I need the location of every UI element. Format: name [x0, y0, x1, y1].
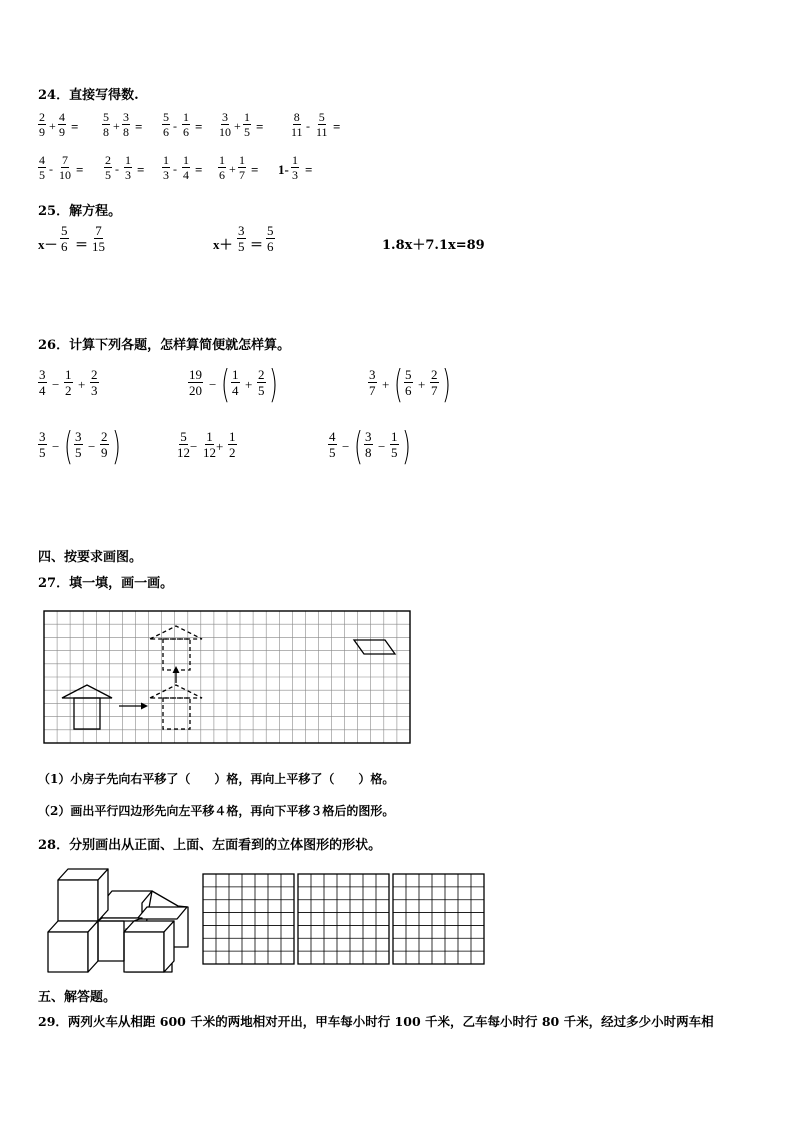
- fraction: $\frac{3}{5}$: [75, 429, 82, 460]
- answer-grid: [298, 874, 389, 964]
- operator-sign: 1-: [278, 162, 289, 177]
- fraction: $\frac{2}{5}$: [105, 153, 111, 182]
- operator-sign: +: [245, 377, 253, 392]
- operator-sign: -: [306, 119, 310, 133]
- cube-top-icon: [58, 869, 108, 921]
- fraction: $\frac{4}{9}$: [59, 110, 65, 139]
- equals-sign: =: [71, 119, 79, 134]
- right-paren: ): [112, 424, 121, 468]
- fraction: $\frac{3}{5}$: [39, 429, 46, 460]
- house-dashed-lower-icon: [150, 685, 202, 729]
- fraction: $\frac{8}{11}$: [291, 110, 303, 139]
- right-paren: ): [442, 362, 451, 406]
- equals-sign: =: [135, 119, 143, 134]
- fraction: $\frac{7}{15}$: [92, 223, 105, 254]
- fraction: $\frac{3}{8}$: [123, 110, 129, 139]
- section4-heading: 四、按要求画图。: [38, 550, 143, 565]
- operator-sign: −: [52, 377, 60, 392]
- operator-sign: -: [173, 119, 177, 133]
- fraction: $\frac{2}{5}$: [258, 367, 265, 398]
- fraction: $\frac{5}{8}$: [103, 110, 109, 139]
- cube-bottom-left-icon: [48, 921, 98, 972]
- equals-sign: ＝: [250, 237, 264, 252]
- operator-sign: −: [52, 439, 60, 454]
- fraction: $\frac{3}{8}$: [365, 429, 372, 460]
- equals-sign: =: [76, 162, 84, 177]
- operator-sign: +: [418, 377, 426, 392]
- operator-sign: -: [115, 162, 119, 176]
- fraction: $\frac{2}{9}$: [39, 110, 45, 139]
- q24-title: 24．直接写得数.: [38, 88, 139, 103]
- fraction: $\frac{1}{6}$: [219, 153, 225, 182]
- left-paren: (: [354, 424, 363, 468]
- operator-sign: +: [234, 119, 241, 133]
- fraction: $\frac{1}{3}$: [292, 153, 298, 182]
- fraction: $\frac{2}{7}$: [431, 367, 438, 398]
- q29-text: 29．两列火车从相距 600 千米的两地相对开出，甲车每小时行 100 千米，乙车每小时行 80 千米，经过多少小时两车相: [38, 1014, 714, 1029]
- q25-title: 25．解方程。: [38, 204, 122, 219]
- q27-line2: （2）画出平行四边形先向左平移４格，再向下平移３格后的图形。: [38, 804, 395, 818]
- section5-heading: 五、解答题。: [38, 990, 117, 1005]
- cube-bottom-right-icon: [124, 921, 174, 972]
- equals-sign: =: [137, 162, 145, 177]
- fraction: $\frac{5}{6}$: [163, 110, 169, 139]
- fraction: $\frac{3}{10}$: [219, 110, 231, 139]
- fraction: $\frac{1}{4}$: [232, 367, 239, 398]
- fraction: $\frac{1}{4}$: [183, 153, 189, 182]
- fraction: $\frac{2}{3}$: [91, 367, 98, 398]
- eq-lead: x－: [38, 237, 58, 252]
- equals-sign: =: [195, 119, 203, 134]
- operator-sign: −: [88, 439, 96, 454]
- q26-title: 26．计算下列各题，怎样算简便就怎样算。: [38, 338, 291, 353]
- operator-sign: +: [216, 439, 224, 454]
- fraction: $\frac{5}{6}$: [405, 367, 412, 398]
- operator-sign: −: [190, 439, 198, 454]
- fraction: $\frac{3}{5}$: [238, 223, 245, 254]
- equals-sign: =: [195, 162, 203, 177]
- right-paren: ): [269, 362, 278, 406]
- fraction: $\frac{1}{5}$: [391, 429, 398, 460]
- house-solid-icon: [62, 685, 112, 729]
- fraction: $\frac{1}{3}$: [125, 153, 131, 182]
- q25-equation-3: 1.8x＋7.1x=89: [382, 238, 485, 253]
- fraction: $\frac{3}{4}$: [39, 367, 46, 398]
- q27-line1: （1）小房子先向右平移了（ ）格，再向上平移了（ ）格。: [38, 772, 395, 786]
- fraction: $\frac{4}{5}$: [329, 429, 336, 460]
- operator-sign: −: [209, 377, 217, 392]
- q28-answer-grids: [201, 872, 491, 966]
- fraction: $\frac{1}{2}$: [229, 429, 236, 460]
- grid-lines: [44, 611, 410, 743]
- operator-sign: +: [78, 377, 86, 392]
- right-paren: ): [402, 424, 411, 468]
- fraction: $\frac{3}{7}$: [369, 367, 376, 398]
- eq-lead: x＋: [213, 237, 233, 252]
- operator-sign: -: [49, 162, 53, 176]
- cube-stack-figure: [40, 862, 200, 974]
- equals-sign: =: [333, 119, 341, 134]
- arrow-up-icon: [173, 666, 180, 683]
- fraction: $\frac{1}{5}$: [244, 110, 250, 139]
- operator-sign: +: [49, 119, 56, 133]
- answer-grid: [203, 874, 294, 964]
- fraction: $\frac{1}{3}$: [163, 153, 169, 182]
- equals-sign: =: [251, 162, 259, 177]
- fraction: $\frac{1}{7}$: [239, 153, 245, 182]
- fraction: $\frac{5}{6}$: [267, 223, 274, 254]
- q27-grid-figure: [40, 607, 414, 746]
- left-paren: (: [64, 424, 73, 468]
- fraction: $\frac{1}{2}$: [65, 367, 72, 398]
- left-paren: (: [221, 362, 230, 406]
- answer-grid: [393, 874, 484, 964]
- fraction: $\frac{5}{12}$: [177, 429, 190, 460]
- operator-sign: −: [342, 439, 350, 454]
- house-dashed-upper-icon: [150, 626, 202, 670]
- equals-sign: =: [305, 162, 313, 177]
- q27-title: 27．填一填，画一画。: [38, 576, 174, 591]
- fraction: $\frac{2}{9}$: [101, 429, 108, 460]
- parallelogram-icon: [354, 640, 395, 654]
- fraction: $\frac{4}{5}$: [39, 153, 45, 182]
- q28-title: 28．分别画出从正面、上面、左面看到的立体图形的形状。: [38, 838, 382, 853]
- fraction: $\frac{7}{10}$: [59, 153, 71, 182]
- fraction: $\frac{1}{6}$: [183, 110, 189, 139]
- fraction: $\frac{19}{20}$: [189, 367, 202, 398]
- operator-sign: -: [173, 162, 177, 176]
- left-paren: (: [394, 362, 403, 406]
- equals-sign: ＝: [75, 237, 89, 252]
- fraction: $\frac{1}{12}$: [203, 429, 216, 460]
- operator-sign: +: [113, 119, 120, 133]
- fraction: $\frac{5}{11}$: [316, 110, 328, 139]
- operator-sign: +: [229, 162, 236, 176]
- operator-sign: −: [378, 439, 386, 454]
- operator-sign: +: [382, 377, 390, 392]
- fraction: $\frac{5}{6}$: [61, 223, 68, 254]
- equals-sign: =: [256, 119, 264, 134]
